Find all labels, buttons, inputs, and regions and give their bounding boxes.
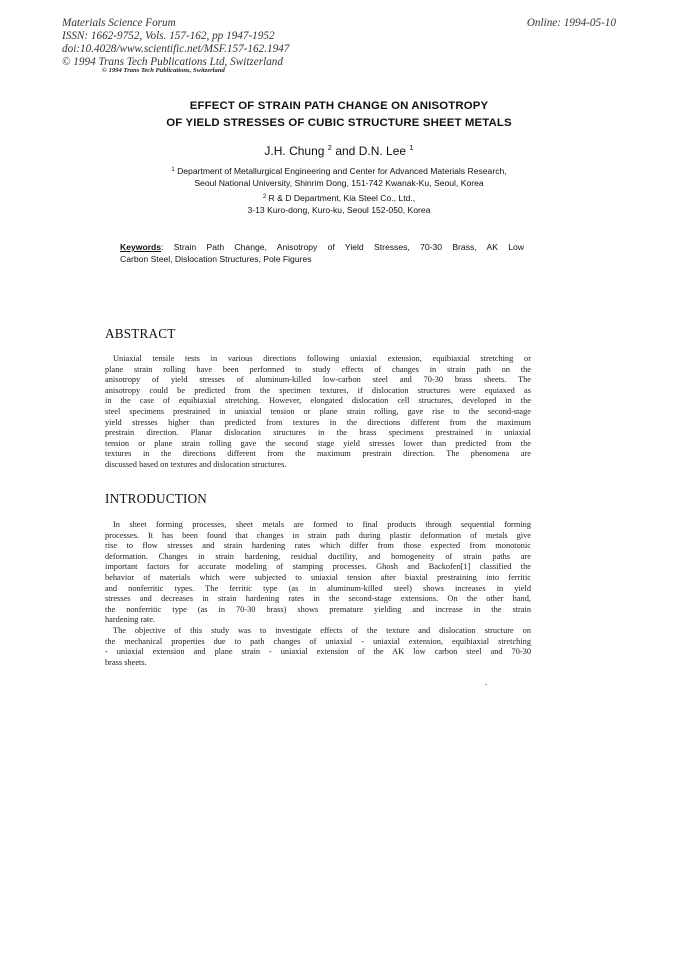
- online-date: Online: 1994-05-10: [526, 17, 616, 29]
- author-2-affiliation-mark: 1: [409, 143, 414, 152]
- abstract-heading: ABSTRACT: [105, 326, 176, 341]
- keywords-line-2: Carbon Steel, Dislocation Structures, Pole Figures: [120, 254, 312, 264]
- abstract-line: anisotropy of yield stresses of aluminum-killed low-carbon steel and 70-30 brass sheets. The: [105, 375, 531, 385]
- affiliation-1-mark: 1: [171, 167, 175, 173]
- introduction-line: processes. It has been found that changes in strain path during plastic deformation of metals give: [105, 530, 531, 540]
- affiliation-1-line-1: [0, 164, 678, 177]
- introduction-line: The objective of this study was to investigate effects of the texture and dislocation structure on: [113, 625, 531, 635]
- introduction-line: rise to flow stresses and strain hardening rates which differ from those expected from monotonic: [105, 541, 531, 551]
- abstract-line: prestrain direction. Planar dislocation structures in the brass specimens prestrained in uniaxial: [105, 428, 531, 438]
- abstract-line: discussed based on textures and dislocation structures.: [105, 459, 287, 469]
- introduction-body: [105, 520, 531, 668]
- author-conjunction: and: [335, 144, 356, 158]
- page-mark: [485, 684, 487, 685]
- keywords-label: Keywords: [120, 242, 162, 252]
- journal-name: Materials Science Forum: [62, 17, 176, 29]
- abstract-line: textures in the directions different from the maximum prestrain direction. The phenomena are: [105, 449, 531, 459]
- affiliation-2: [0, 191, 678, 216]
- author-1: J.H. Chung: [264, 144, 325, 158]
- doi-link[interactable]: doi:10.4028/www.scientific.net/MSF.157-162.1947: [62, 43, 290, 55]
- introduction-line: important factors for accurate modeling of stamping processes. Ghosh and Backofen[1] classified the: [105, 562, 531, 572]
- abstract-line: tension or plane strain rolling gave the second stage yield stresses lower than predicted from the: [105, 438, 531, 448]
- introduction-line: brass sheets.: [105, 657, 147, 667]
- paper-title: [0, 98, 678, 132]
- introduction-line: In sheet forming processes, sheet metals are formed to final products through sequential forming: [113, 520, 531, 529]
- abstract-line: anisotropy could be predicted from the specimen textures, if dislocation structures were equiaxed as: [105, 385, 531, 395]
- abstract-line: steel specimens prestrained in uniaxial tension or plane strain rolling, gave rise to the second-stage: [105, 406, 531, 416]
- sub-copyright: © 1994 Trans Tech Publications, Switzerland: [102, 67, 225, 74]
- introduction-line: hardening rate.: [105, 615, 156, 625]
- abstract-line: Uniaxial tensile tests in various directions following uniaxial extension, equibiaxial stretching or: [113, 354, 531, 363]
- affiliation-1-line-2: Seoul National University, Shinrim Dong, 151-742 Kwanak-Ku, Seoul, Korea: [194, 178, 484, 188]
- affiliation-2-line-1: [0, 191, 678, 204]
- introduction-line: the nonferritic type (as in 70-30 brass) shows premature yielding and increase in the strain: [105, 604, 531, 614]
- introduction-line: and nonferritic types. The ferritic type (as in aluminum-killed steel) shows increases in yield: [105, 583, 531, 593]
- title-line-1: EFFECT OF STRAIN PATH CHANGE ON ANISOTROPY: [189, 100, 489, 112]
- affiliation-2-line-2: 3-13 Kuro-dong, Kuro-ku, Seoul 152-050, Korea: [247, 205, 431, 215]
- author-list: [0, 143, 678, 158]
- keywords-text-1: : Strain Path Change, Anisotropy of Yield Stresses, 70-30 Brass, AK Low: [161, 242, 524, 252]
- affiliation-2-text-1: R & D Department, Kia Steel Co., Ltd.,: [268, 193, 416, 203]
- abstract-body: [105, 354, 531, 471]
- copyright-line: © 1994 Trans Tech Publications Ltd, Switzerland: [62, 56, 283, 68]
- keywords-line-1: [120, 241, 524, 253]
- abstract-line: in the case of equibiaxial stretching. However, elongated dislocation cell structures, developed in the: [105, 396, 531, 406]
- keywords-block: [120, 241, 524, 265]
- introduction-heading: INTRODUCTION: [105, 491, 208, 506]
- title-line-2: OF YIELD STRESSES OF CUBIC STRUCTURE SHEET METALS: [166, 117, 512, 129]
- author-1-affiliation-mark: 2: [327, 143, 332, 152]
- journal-header: [62, 17, 289, 69]
- introduction-line: behavior of materials which were subjected to uniaxial tension after biaxial prestraining into ferritic: [105, 572, 531, 582]
- issn-line: ISSN: 1662-9752, Vols. 157-162, pp 1947-1952: [62, 30, 275, 42]
- introduction-line: - uniaxial extension and plane strain - uniaxial extension of the AK low carbon steel and 70-30: [105, 647, 531, 657]
- introduction-line: the mechanical properties due to path changes of uniaxial - uniaxial extension, equibiaxial stretching: [105, 636, 531, 646]
- affiliation-1: [0, 164, 678, 189]
- author-2: D.N. Lee: [358, 144, 407, 158]
- abstract-line: yield stresses higher than predicted from textures in the directions different from the maximum: [105, 417, 531, 427]
- affiliation-2-mark: 2: [262, 194, 267, 200]
- introduction-line: stresses and decreases in strain hardening rates in the second-stage extensions. On the other hand,: [105, 594, 531, 604]
- introduction-line: deformation. Changes in strain hardening, residual ductility, and homogeneity of strain paths are: [105, 551, 531, 561]
- affiliation-1-text-1: Department of Metallurgical Engineering and Center for Advanced Materials Research,: [177, 166, 507, 176]
- abstract-line: plane strain rolling have been performed to study effects of changes in strain path on the: [105, 364, 531, 374]
